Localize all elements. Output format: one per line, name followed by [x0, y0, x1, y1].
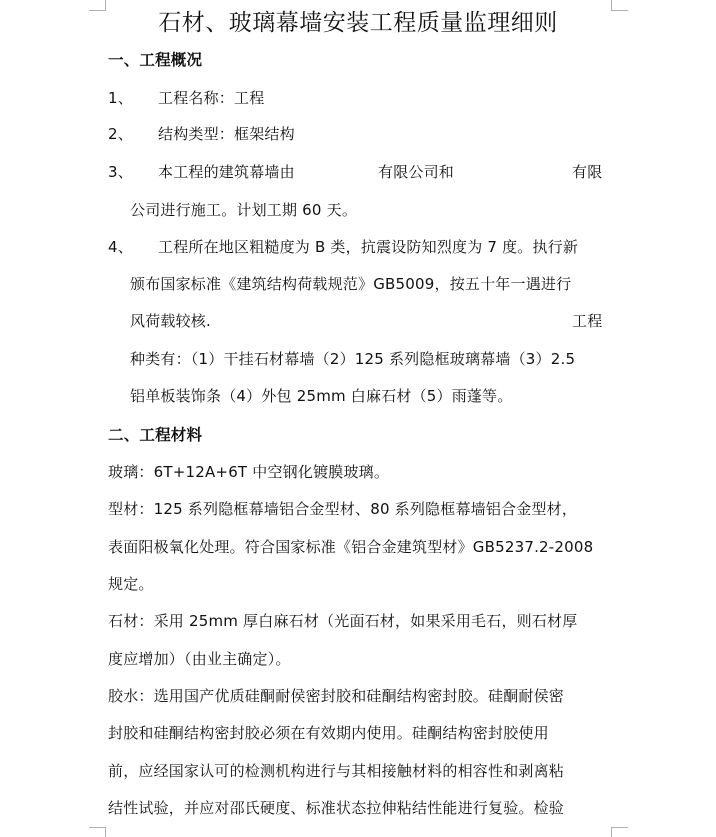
list-item-text: 有限公司和: [378, 163, 455, 181]
paragraph-line: 表面阳极氧化处理。符合国家标准《铝合金建筑型材》GB5237.2-2008: [108, 538, 594, 556]
paragraph-line: 胶水：选用国产优质硅酮耐侯密封胶和硅酮结构密封胶。硅酮耐侯密: [108, 687, 565, 705]
paragraph-line: 封胶和硅酮结构密封胶必须在有效期内使用。硅酮结构密封胶使用: [108, 724, 549, 742]
list-item-text: 有限: [572, 163, 603, 181]
list-item-text: 工程所在地区粗糙度为 B 类，抗震设防知烈度为 7 度。执行新: [158, 238, 579, 256]
list-item-number: 2、: [108, 125, 133, 143]
list-item-text: 铝单板装饰条（4）外包 25mm 白麻石材（5）雨蓬等。: [130, 387, 513, 405]
list-item-number: 4、: [108, 238, 133, 256]
list-item-text: 风荷载较核.: [130, 312, 211, 330]
document-title: 石材、玻璃幕墙安装工程质量监理细则: [158, 10, 558, 36]
section-heading: 一、工程概况: [108, 51, 203, 69]
list-item-text: 结构类型：框架结构: [158, 125, 295, 143]
page-corner-mark: [89, 827, 106, 837]
list-item-number: 1、: [108, 89, 133, 107]
paragraph-line: 石材：采用 25mm 厚白麻石材（光面石材，如果采用毛石，则石材厚: [108, 612, 578, 630]
list-item-number: 3、: [108, 163, 133, 181]
paragraph-line: 玻璃：6T+12A+6T 中空钢化镀膜玻璃。: [108, 463, 390, 481]
list-item-text: 本工程的建筑幕墙由: [158, 163, 295, 181]
paragraph-line: 规定。: [108, 575, 154, 593]
paragraph-line: 度应增加）（由业主确定）。: [108, 650, 291, 668]
paragraph-line: 前，应经国家认可的检测机构进行与其相接触材料的相容性和剥离粘: [108, 762, 565, 780]
list-item-text: 公司进行施工。计划工期 60 天。: [130, 201, 358, 219]
section-heading: 二、工程材料: [108, 426, 203, 444]
list-item-text: 工程: [572, 312, 603, 330]
list-item-text: 种类有：（1）干挂石材幕墙（2）125 系列隐框玻璃幕墙（3）2.5: [130, 350, 576, 368]
paragraph-line: 结性试验，并应对邵氏硬度、标准状态拉伸粘结性能进行复验。检验: [108, 799, 565, 817]
page-corner-mark: [611, 827, 628, 837]
list-item-text: 颁布国家标准《建筑结构荷载规范》GB5009，按五十年一遇进行: [130, 275, 572, 293]
paragraph-line: 型材：125 系列隐框幕墙铝合金型材、80 系列隐框幕墙铝合金型材，: [108, 500, 578, 518]
list-item-text: 工程名称：工程: [158, 89, 265, 107]
